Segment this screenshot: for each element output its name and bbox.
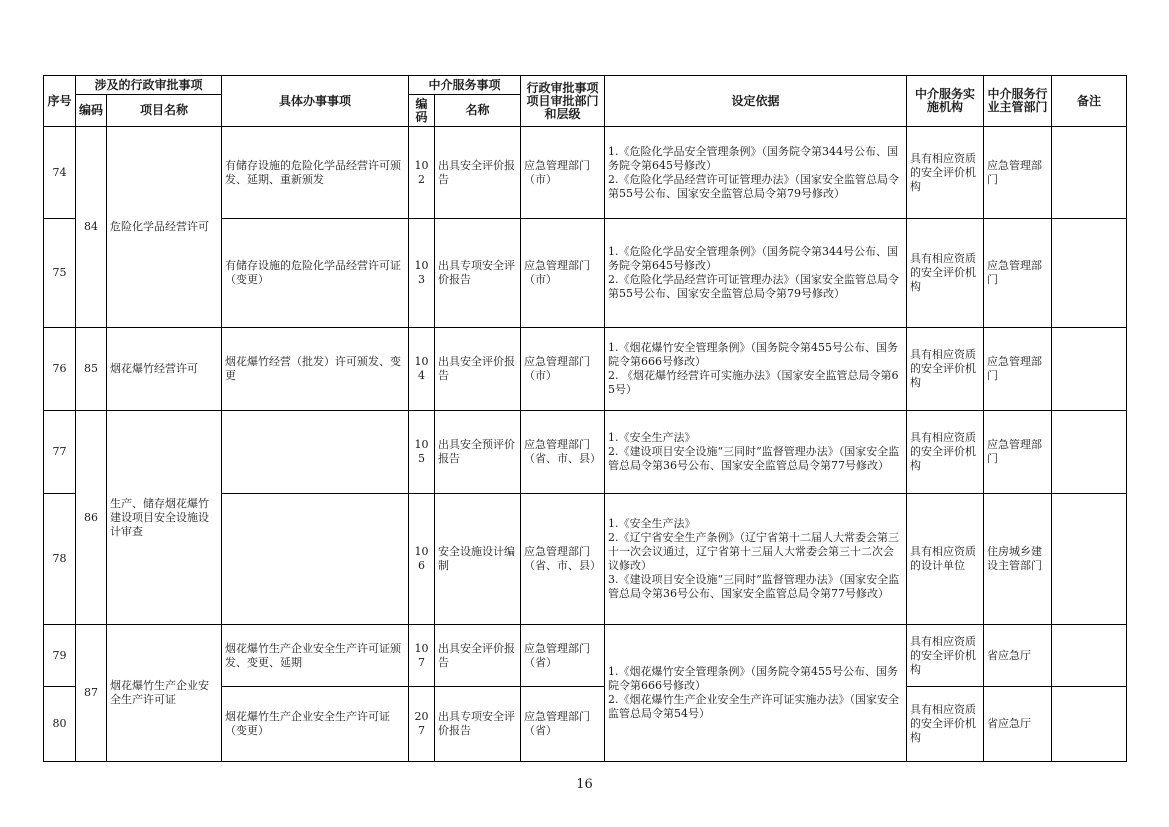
authority-cell: 应急管理部门 bbox=[984, 219, 1052, 328]
authority-cell: 应急管理部门 bbox=[984, 328, 1052, 411]
admin-name-cell: 烟花爆竹经营许可 bbox=[107, 328, 222, 411]
seq-cell: 79 bbox=[44, 625, 76, 687]
service-code-cell: 207 bbox=[409, 687, 435, 762]
service-code-cell: 105 bbox=[409, 411, 435, 494]
header-authority: 中介服务行业主管部门 bbox=[984, 76, 1052, 127]
seq-cell: 78 bbox=[44, 494, 76, 625]
service-name-cell: 安全设施设计编制 bbox=[435, 494, 521, 625]
service-code-cell: 107 bbox=[409, 625, 435, 687]
table-row bbox=[44, 411, 1127, 494]
specific-cell: 烟花爆竹经营（批发）许可颁发、变更 bbox=[222, 328, 409, 411]
table-row bbox=[44, 328, 1127, 411]
basis-cell: 1.《危险化学品安全管理条例》（国务院令第344号公布、国务院令第645号修改） 2.《危险化学品经营许可证管理办法》（国家安全监管总局令第55号公布、国家安全监管总局令第79号修改） bbox=[605, 219, 907, 328]
admin-code-cell: 86 bbox=[76, 411, 107, 625]
seq-cell: 80 bbox=[44, 687, 76, 762]
basis-cell: 1.《安全生产法》 2.《辽宁省安全生产条例》（辽宁省第十二届人大常委会第三十一次会议通过，辽宁省第十三届人大常委会第三十二次会议修改） 3.《建设项目安全设施“三同时”监督管理办法》（国家安全监管总局令第36号公布、国家安全监管总局令第77号修改） bbox=[605, 494, 907, 625]
authority-cell: 省应急厅 bbox=[984, 687, 1052, 762]
seq-cell: 75 bbox=[44, 219, 76, 328]
header-admin-name: 项目名称 bbox=[107, 95, 222, 127]
header-service-code: 编码 bbox=[409, 95, 435, 127]
approval-table bbox=[43, 75, 1127, 762]
service-name-cell: 出具安全评价报告 bbox=[435, 328, 521, 411]
header-remark: 备注 bbox=[1052, 76, 1127, 127]
authority-cell: 应急管理部门 bbox=[984, 127, 1052, 219]
remark-cell bbox=[1052, 494, 1127, 625]
specific-cell bbox=[222, 411, 409, 494]
admin-name-cell: 危险化学品经营许可 bbox=[107, 127, 222, 328]
service-code-cell: 106 bbox=[409, 494, 435, 625]
dept-cell: 应急管理部门（省） bbox=[521, 687, 605, 762]
agency-cell: 具有相应资质的安全评价机构 bbox=[907, 625, 984, 687]
specific-cell: 烟花爆竹生产企业安全生产许可证（变更） bbox=[222, 687, 409, 762]
remark-cell bbox=[1052, 625, 1127, 687]
authority-cell: 住房城乡建设主管部门 bbox=[984, 494, 1052, 625]
specific-cell: 有储存设施的危险化学品经营许可颁发、延期、重新颁发 bbox=[222, 127, 409, 219]
remark-cell bbox=[1052, 127, 1127, 219]
service-name-cell: 出具安全评价报告 bbox=[435, 127, 521, 219]
dept-cell: 应急管理部门（省、市、县） bbox=[521, 411, 605, 494]
service-name-cell: 出具安全预评价报告 bbox=[435, 411, 521, 494]
header-agency: 中介服务实施机构 bbox=[907, 76, 984, 127]
specific-cell bbox=[222, 494, 409, 625]
agency-cell: 具有相应资质的设计单位 bbox=[907, 494, 984, 625]
remark-cell bbox=[1052, 219, 1127, 328]
header-service-name: 名称 bbox=[435, 95, 521, 127]
header-row-1 bbox=[44, 76, 1127, 95]
service-code-cell: 102 bbox=[409, 127, 435, 219]
agency-cell: 具有相应资质的安全评价机构 bbox=[907, 411, 984, 494]
admin-name-cell: 生产、储存烟花爆竹建设项目安全设施设计审查 bbox=[107, 411, 222, 625]
authority-cell: 省应急厅 bbox=[984, 625, 1052, 687]
specific-cell: 有储存设施的危险化学品经营许可证（变更） bbox=[222, 219, 409, 328]
header-admin-code: 编码 bbox=[76, 95, 107, 127]
table-row bbox=[44, 625, 1127, 687]
header-dept: 行政审批事项项目审批部门和层级 bbox=[521, 76, 605, 127]
service-name-cell: 出具专项安全评价报告 bbox=[435, 219, 521, 328]
dept-cell: 应急管理部门（省、市、县） bbox=[521, 494, 605, 625]
basis-cell: 1.《烟花爆竹安全管理条例》（国务院令第455号公布、国务院令第666号修改） 2.《烟花爆竹生产企业安全生产许可证实施办法》（国家安全监管总局令第54号） bbox=[605, 625, 907, 762]
header-specific: 具体办事事项 bbox=[222, 76, 409, 127]
service-code-cell: 104 bbox=[409, 328, 435, 411]
service-code-cell: 103 bbox=[409, 219, 435, 328]
seq-cell: 74 bbox=[44, 127, 76, 219]
admin-name-cell: 烟花爆竹生产企业安全生产许可证 bbox=[107, 625, 222, 762]
basis-cell: 1.《安全生产法》 2.《建设项目安全设施“三同时”监督管理办法》（国家安全监管总局令第36号公布、国家安全监管总局令第77号修改） bbox=[605, 411, 907, 494]
table-row bbox=[44, 127, 1127, 219]
remark-cell bbox=[1052, 687, 1127, 762]
basis-cell: 1.《危险化学品安全管理条例》（国务院令第344号公布、国务院令第645号修改） 2.《危险化学品经营许可证管理办法》（国家安全监管总局令第55号公布、国家安全监管总局令第79号修改） bbox=[605, 127, 907, 219]
page-number: 16 bbox=[576, 777, 593, 792]
service-name-cell: 出具专项安全评价报告 bbox=[435, 687, 521, 762]
header-admin-group: 涉及的行政审批事项 bbox=[76, 76, 222, 95]
specific-cell: 烟花爆竹生产企业安全生产许可证颁发、变更、延期 bbox=[222, 625, 409, 687]
agency-cell: 具有相应资质的安全评价机构 bbox=[907, 219, 984, 328]
agency-cell: 具有相应资质的安全评价机构 bbox=[907, 328, 984, 411]
seq-cell: 76 bbox=[44, 328, 76, 411]
seq-cell: 77 bbox=[44, 411, 76, 494]
dept-cell: 应急管理部门（省） bbox=[521, 625, 605, 687]
basis-cell: 1.《烟花爆竹安全管理条例》（国务院令第455号公布、国务院令第666号修改） 2. 《烟花爆竹经营许可实施办法》（国家安全监管总局令第65号） bbox=[605, 328, 907, 411]
header-seq: 序号 bbox=[44, 76, 76, 127]
remark-cell bbox=[1052, 411, 1127, 494]
agency-cell: 具有相应资质的安全评价机构 bbox=[907, 687, 984, 762]
agency-cell: 具有相应资质的安全评价机构 bbox=[907, 127, 984, 219]
service-name-cell: 出具安全评价报告 bbox=[435, 625, 521, 687]
admin-code-cell: 85 bbox=[76, 328, 107, 411]
dept-cell: 应急管理部门（市） bbox=[521, 219, 605, 328]
header-basis: 设定依据 bbox=[605, 76, 907, 127]
admin-code-cell: 84 bbox=[76, 127, 107, 328]
admin-code-cell: 87 bbox=[76, 625, 107, 762]
remark-cell bbox=[1052, 328, 1127, 411]
header-service-group: 中介服务事项 bbox=[409, 76, 521, 95]
dept-cell: 应急管理部门（市） bbox=[521, 127, 605, 219]
authority-cell: 应急管理部门 bbox=[984, 411, 1052, 494]
dept-cell: 应急管理部门（市） bbox=[521, 328, 605, 411]
